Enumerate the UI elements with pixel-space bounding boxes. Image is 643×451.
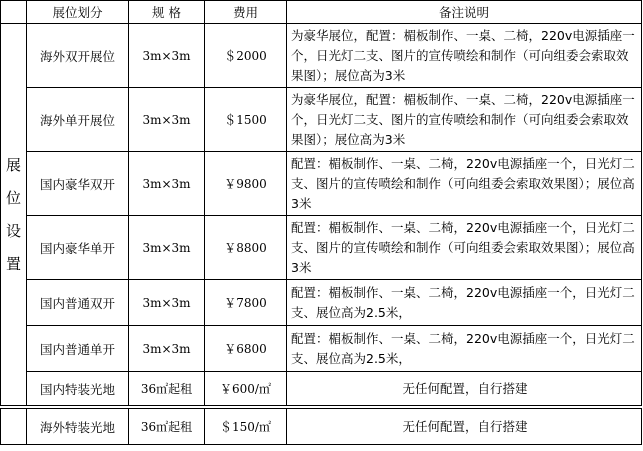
fee-cell: ￥8800	[205, 216, 287, 280]
fee-cell: ￥7800	[205, 280, 287, 326]
table-row	[1, 152, 642, 216]
fee-cell: ＄2000	[205, 24, 287, 88]
note-cell: 无任何配置，自行搭建	[287, 372, 642, 406]
booth-type-cell: 国内特装光地	[27, 372, 129, 406]
booth-type-cell: 国内豪华单开	[27, 216, 129, 280]
table-row	[1, 216, 642, 280]
fee-cell: ￥9800	[205, 152, 287, 216]
note-cell: 配置：楣板制作、一桌、二椅，220v电源插座一个，日光灯二支、展位高为2.5米，	[287, 326, 642, 372]
category-cell-empty	[1, 409, 27, 445]
table-row	[1, 326, 642, 372]
table-row	[1, 88, 642, 152]
table-row-overseas-raw-space	[1, 409, 642, 445]
note-cell: 配置：楣板制作、一桌、二椅，220v电源插座一个，日光灯二支、图片的宣传喷绘和制作（可向组委会索取效果图）；展位高3米	[287, 216, 642, 280]
category-char: 位	[5, 188, 21, 207]
table-row	[1, 280, 642, 326]
fee-cell: ＄150/㎡	[205, 409, 287, 445]
note-cell: 配置：楣板制作、一桌、二椅，220v电源插座一个，日光灯二支、图片的宣传喷绘和制作（可向组委会索取效果图）；展位高3米	[287, 152, 642, 216]
category-char: 设	[5, 221, 21, 240]
category-cell-booth-setup	[1, 24, 27, 406]
fee-cell: ￥6800	[205, 326, 287, 372]
spec-cell: 36㎡起租	[129, 372, 205, 406]
fee-cell: ￥600/㎡	[205, 372, 287, 406]
fee-cell: ＄1500	[205, 88, 287, 152]
spec-cell: 3m×3m	[129, 326, 205, 372]
booth-type-cell: 海外特装光地	[27, 409, 129, 445]
spec-cell: 36㎡起租	[129, 409, 205, 445]
header-row	[1, 1, 642, 24]
note-cell: 配置：楣板制作、一桌、二椅，220v电源插座一个，日光灯二支、展位高为2.5米，	[287, 280, 642, 326]
note-cell: 为豪华展位，配置：楣板制作、一桌、二椅，220v电源插座一个，日光灯二支、图片的宣传喷绘和制作（可向组委会索取效果图）；展位高为3米	[287, 24, 642, 88]
spec-cell: 3m×3m	[129, 280, 205, 326]
header-booth-type: 展位划分	[27, 1, 129, 24]
spec-cell: 3m×3m	[129, 152, 205, 216]
header-spec: 规 格	[129, 1, 205, 24]
header-notes: 备注说明	[287, 1, 642, 24]
note-cell: 无任何配置，自行搭建	[287, 409, 642, 445]
note-cell: 为豪华展位，配置：楣板制作、一桌、二椅，220v电源插座一个，日光灯二支、图片的宣传喷绘和制作（可向组委会索取效果图）；展位高为3米	[287, 88, 642, 152]
header-fee: 费用	[205, 1, 287, 24]
booth-type-cell: 国内普通双开	[27, 280, 129, 326]
booth-type-cell: 国内豪华双开	[27, 152, 129, 216]
header-category	[1, 1, 27, 24]
booth-type-cell: 海外双开展位	[27, 24, 129, 88]
table-row	[1, 24, 642, 88]
table-row	[1, 372, 642, 406]
spec-cell: 3m×3m	[129, 24, 205, 88]
booth-type-cell: 海外单开展位	[27, 88, 129, 152]
spec-cell: 3m×3m	[129, 88, 205, 152]
booth-type-cell: 国内普通单开	[27, 326, 129, 372]
category-char: 置	[5, 254, 21, 273]
category-char: 展	[5, 155, 21, 174]
spec-cell: 3m×3m	[129, 216, 205, 280]
